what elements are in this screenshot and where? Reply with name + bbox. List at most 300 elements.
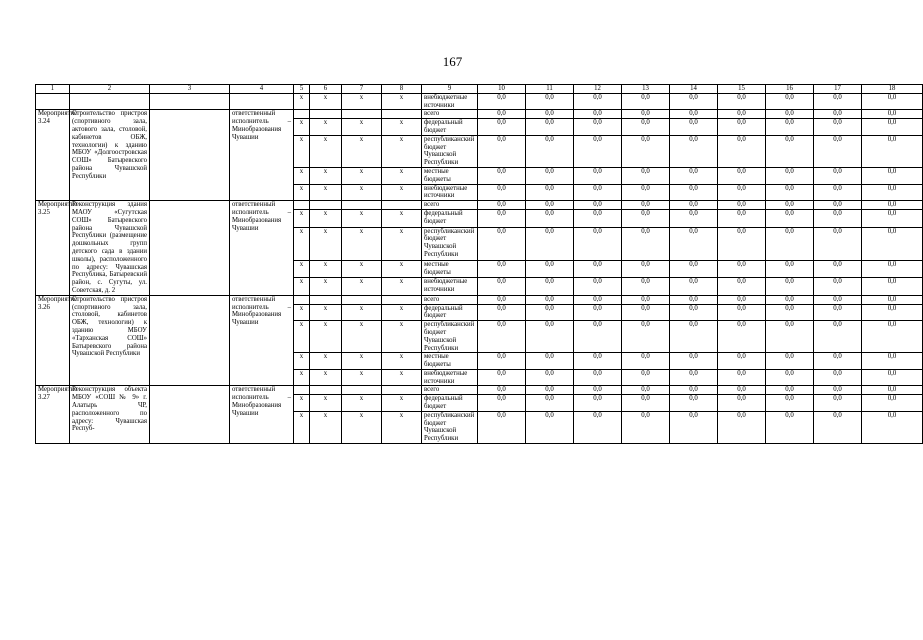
value-cell: 0,0	[526, 411, 574, 443]
value-cell: 0,0	[814, 201, 862, 210]
value-cell: 0,0	[862, 210, 923, 227]
value-cell: 0,0	[718, 278, 766, 295]
mark-cell: x	[310, 227, 342, 261]
value-cell: 0,0	[622, 201, 670, 210]
mark-cell	[342, 201, 382, 210]
value-cell: 0,0	[478, 119, 526, 136]
mark-cell	[294, 201, 310, 210]
value-cell: 0,0	[670, 369, 718, 386]
value-cell: 0,0	[814, 369, 862, 386]
value-cell: 0,0	[574, 304, 622, 321]
value-cell: 0,0	[814, 395, 862, 412]
funding-source: местные бюджеты	[422, 353, 478, 370]
funding-source: местные бюджеты	[422, 167, 478, 184]
value-cell: 0,0	[766, 386, 814, 395]
mark-cell: x	[310, 278, 342, 295]
funding-source: республиканский бюджет Чувашской Республики	[422, 227, 478, 261]
value-cell: 0,0	[478, 184, 526, 201]
value-cell: 0,0	[766, 295, 814, 304]
mark-cell: x	[294, 278, 310, 295]
value-cell: 0,0	[478, 167, 526, 184]
value-cell: 0,0	[622, 321, 670, 353]
mark-cell	[294, 110, 310, 119]
value-cell: 0,0	[766, 167, 814, 184]
mark-cell: x	[294, 167, 310, 184]
value-cell: 0,0	[814, 411, 862, 443]
value-cell: 0,0	[478, 321, 526, 353]
mark-cell: x	[294, 261, 310, 278]
value-cell: 0,0	[814, 386, 862, 395]
value-cell: 0,0	[862, 304, 923, 321]
value-cell: 0,0	[526, 93, 574, 110]
value-cell: 0,0	[574, 369, 622, 386]
mark-cell	[310, 110, 342, 119]
value-cell: 0,0	[526, 395, 574, 412]
mark-cell: x	[310, 395, 342, 412]
mark-cell: x	[342, 304, 382, 321]
value-cell: 0,0	[718, 411, 766, 443]
value-cell: 0,0	[766, 227, 814, 261]
value-cell: 0,0	[814, 135, 862, 167]
mark-cell: x	[382, 369, 422, 386]
funding-source: федеральный бюджет	[422, 395, 478, 412]
value-cell: 0,0	[718, 184, 766, 201]
value-cell: 0,0	[574, 119, 622, 136]
value-cell: 0,0	[670, 110, 718, 119]
value-cell: 0,0	[862, 135, 923, 167]
value-cell: 0,0	[526, 110, 574, 119]
value-cell: 0,0	[526, 167, 574, 184]
table-row	[36, 93, 923, 110]
value-cell: 0,0	[574, 395, 622, 412]
value-cell: 0,0	[574, 321, 622, 353]
value-cell: 0,0	[670, 295, 718, 304]
value-cell: 0,0	[526, 353, 574, 370]
mark-cell: x	[310, 135, 342, 167]
value-cell: 0,0	[670, 167, 718, 184]
table-row	[36, 386, 923, 395]
value-cell: 0,0	[862, 386, 923, 395]
mark-cell: x	[342, 210, 382, 227]
mark-cell: x	[310, 321, 342, 353]
funding-source: всего	[422, 201, 478, 210]
value-cell: 0,0	[862, 110, 923, 119]
mark-cell: x	[382, 210, 422, 227]
measure-code: Мероприятие 3.27	[36, 386, 70, 444]
funding-source: внебюджетные источники	[422, 184, 478, 201]
value-cell: 0,0	[622, 278, 670, 295]
value-cell: 0,0	[766, 395, 814, 412]
value-cell: 0,0	[526, 386, 574, 395]
value-cell: 0,0	[862, 395, 923, 412]
mark-cell: x	[310, 210, 342, 227]
mark-cell: x	[294, 411, 310, 443]
value-cell: 0,0	[718, 110, 766, 119]
mark-cell	[382, 201, 422, 210]
value-cell: 0,0	[862, 278, 923, 295]
funding-source: внебюджетные источники	[422, 369, 478, 386]
measure-code: Мероприятие 3.24	[36, 110, 70, 201]
mark-cell: x	[310, 369, 342, 386]
column-number: 16	[766, 85, 814, 94]
column-number: 15	[718, 85, 766, 94]
mark-cell: x	[342, 321, 382, 353]
measure-name: Реконструкция объекта МБОУ «СОШ № 9» г. Алатырь ЧР, расположенного по адресу: Чувашская Респуб-	[70, 386, 150, 444]
mark-cell: x	[342, 261, 382, 278]
value-cell: 0,0	[478, 278, 526, 295]
value-cell: 0,0	[766, 135, 814, 167]
mark-cell: x	[382, 353, 422, 370]
column-number: 9	[422, 85, 478, 94]
value-cell: 0,0	[478, 353, 526, 370]
value-cell: 0,0	[766, 184, 814, 201]
column-number: 10	[478, 85, 526, 94]
column-number: 3	[150, 85, 230, 94]
value-cell: 0,0	[478, 93, 526, 110]
empty-cell	[150, 110, 230, 201]
value-cell: 0,0	[478, 295, 526, 304]
value-cell: 0,0	[478, 201, 526, 210]
column-number: 5	[294, 85, 310, 94]
mark-cell: x	[294, 119, 310, 136]
value-cell: 0,0	[718, 386, 766, 395]
value-cell: 0,0	[814, 278, 862, 295]
mark-cell: x	[382, 227, 422, 261]
value-cell: 0,0	[478, 304, 526, 321]
value-cell: 0,0	[766, 304, 814, 321]
table-row	[36, 295, 923, 304]
mark-cell: x	[310, 261, 342, 278]
mark-cell	[310, 201, 342, 210]
value-cell: 0,0	[718, 321, 766, 353]
mark-cell: x	[310, 184, 342, 201]
mark-cell: x	[342, 135, 382, 167]
mark-cell: x	[310, 119, 342, 136]
value-cell: 0,0	[814, 295, 862, 304]
value-cell: 0,0	[478, 227, 526, 261]
empty-cell	[230, 93, 294, 110]
value-cell: 0,0	[622, 369, 670, 386]
mark-cell	[294, 295, 310, 304]
mark-cell: x	[294, 93, 310, 110]
value-cell: 0,0	[526, 135, 574, 167]
measure-code: Мероприятие 3.25	[36, 201, 70, 296]
value-cell: 0,0	[814, 261, 862, 278]
empty-cell	[150, 201, 230, 296]
value-cell: 0,0	[718, 135, 766, 167]
value-cell: 0,0	[574, 184, 622, 201]
empty-cell	[150, 386, 230, 444]
value-cell: 0,0	[526, 119, 574, 136]
value-cell: 0,0	[862, 353, 923, 370]
value-cell: 0,0	[574, 353, 622, 370]
funding-source: всего	[422, 295, 478, 304]
column-number: 13	[622, 85, 670, 94]
funding-source: всего	[422, 110, 478, 119]
mark-cell: x	[342, 369, 382, 386]
value-cell: 0,0	[862, 119, 923, 136]
value-cell: 0,0	[526, 210, 574, 227]
value-cell: 0,0	[718, 167, 766, 184]
empty-cell	[150, 295, 230, 386]
mark-cell: x	[310, 167, 342, 184]
value-cell: 0,0	[862, 369, 923, 386]
value-cell: 0,0	[622, 135, 670, 167]
value-cell: 0,0	[718, 353, 766, 370]
mark-cell: x	[294, 135, 310, 167]
column-number: 8	[382, 85, 422, 94]
column-number: 2	[70, 85, 150, 94]
value-cell: 0,0	[766, 411, 814, 443]
mark-cell	[310, 295, 342, 304]
value-cell: 0,0	[622, 119, 670, 136]
measure-name: Строительство пристроя (спортивного зала, столовой, кабинетов ОБЖ, технологии) к зданию МБОУ «Тарханская СОШ» Батыревского района Чувашской Республики	[70, 295, 150, 386]
mark-cell: x	[382, 304, 422, 321]
value-cell: 0,0	[622, 227, 670, 261]
value-cell: 0,0	[478, 386, 526, 395]
value-cell: 0,0	[766, 210, 814, 227]
value-cell: 0,0	[718, 395, 766, 412]
mark-cell: x	[294, 304, 310, 321]
value-cell: 0,0	[862, 184, 923, 201]
empty-cell	[36, 93, 70, 110]
empty-cell	[70, 93, 150, 110]
value-cell: 0,0	[574, 110, 622, 119]
value-cell: 0,0	[670, 119, 718, 136]
column-number: 4	[230, 85, 294, 94]
column-number: 18	[862, 85, 923, 94]
value-cell: 0,0	[718, 261, 766, 278]
table-row	[36, 201, 923, 210]
mark-cell	[382, 386, 422, 395]
value-cell: 0,0	[526, 201, 574, 210]
value-cell: 0,0	[478, 135, 526, 167]
empty-cell	[150, 93, 230, 110]
value-cell: 0,0	[670, 411, 718, 443]
mark-cell: x	[342, 395, 382, 412]
value-cell: 0,0	[670, 261, 718, 278]
value-cell: 0,0	[670, 395, 718, 412]
value-cell: 0,0	[526, 278, 574, 295]
value-cell: 0,0	[478, 110, 526, 119]
column-number: 17	[814, 85, 862, 94]
value-cell: 0,0	[574, 261, 622, 278]
value-cell: 0,0	[814, 321, 862, 353]
value-cell: 0,0	[718, 295, 766, 304]
value-cell: 0,0	[766, 261, 814, 278]
value-cell: 0,0	[622, 184, 670, 201]
value-cell: 0,0	[526, 227, 574, 261]
value-cell: 0,0	[814, 227, 862, 261]
value-cell: 0,0	[622, 261, 670, 278]
mark-cell: x	[310, 93, 342, 110]
mark-cell: x	[342, 353, 382, 370]
value-cell: 0,0	[814, 110, 862, 119]
value-cell: 0,0	[574, 227, 622, 261]
mark-cell: x	[342, 119, 382, 136]
value-cell: 0,0	[670, 386, 718, 395]
value-cell: 0,0	[766, 278, 814, 295]
value-cell: 0,0	[670, 135, 718, 167]
value-cell: 0,0	[862, 261, 923, 278]
value-cell: 0,0	[862, 227, 923, 261]
funding-source: республиканский бюджет Чувашской Республики	[422, 321, 478, 353]
value-cell: 0,0	[814, 93, 862, 110]
mark-cell	[382, 295, 422, 304]
measure-executor: ответственный исполнитель – Минобразования Чувашии	[230, 201, 294, 296]
value-cell: 0,0	[670, 184, 718, 201]
mark-cell: x	[382, 261, 422, 278]
value-cell: 0,0	[622, 386, 670, 395]
value-cell: 0,0	[862, 93, 923, 110]
column-number: 7	[342, 85, 382, 94]
mark-cell	[342, 386, 382, 395]
mark-cell: x	[294, 210, 310, 227]
mark-cell: x	[342, 278, 382, 295]
mark-cell: x	[342, 227, 382, 261]
mark-cell: x	[342, 184, 382, 201]
funding-source: внебюджетные источники	[422, 93, 478, 110]
value-cell: 0,0	[622, 295, 670, 304]
funding-source: федеральный бюджет	[422, 119, 478, 136]
column-number: 6	[310, 85, 342, 94]
mark-cell: x	[294, 227, 310, 261]
value-cell: 0,0	[622, 395, 670, 412]
value-cell: 0,0	[574, 210, 622, 227]
value-cell: 0,0	[814, 210, 862, 227]
mark-cell: x	[342, 167, 382, 184]
value-cell: 0,0	[766, 353, 814, 370]
value-cell: 0,0	[478, 411, 526, 443]
mark-cell	[382, 110, 422, 119]
value-cell: 0,0	[670, 304, 718, 321]
value-cell: 0,0	[526, 304, 574, 321]
value-cell: 0,0	[622, 353, 670, 370]
page-number: 167	[442, 54, 463, 69]
funding-source: республиканский бюджет Чувашской Республики	[422, 135, 478, 167]
value-cell: 0,0	[622, 167, 670, 184]
mark-cell: x	[382, 411, 422, 443]
value-cell: 0,0	[718, 369, 766, 386]
value-cell: 0,0	[718, 93, 766, 110]
value-cell: 0,0	[526, 261, 574, 278]
value-cell: 0,0	[862, 167, 923, 184]
table-row	[36, 110, 923, 119]
value-cell: 0,0	[766, 321, 814, 353]
value-cell: 0,0	[574, 411, 622, 443]
value-cell: 0,0	[814, 167, 862, 184]
value-cell: 0,0	[670, 93, 718, 110]
value-cell: 0,0	[766, 110, 814, 119]
value-cell: 0,0	[718, 201, 766, 210]
value-cell: 0,0	[862, 201, 923, 210]
value-cell: 0,0	[670, 201, 718, 210]
value-cell: 0,0	[526, 321, 574, 353]
value-cell: 0,0	[766, 93, 814, 110]
value-cell: 0,0	[718, 227, 766, 261]
mark-cell: x	[382, 135, 422, 167]
mark-cell: x	[382, 278, 422, 295]
value-cell: 0,0	[478, 210, 526, 227]
measure-executor: ответственный исполнитель – Минобразования Чувашии	[230, 110, 294, 201]
mark-cell: x	[342, 411, 382, 443]
value-cell: 0,0	[766, 119, 814, 136]
mark-cell: x	[382, 93, 422, 110]
mark-cell	[294, 386, 310, 395]
mark-cell: x	[294, 353, 310, 370]
value-cell: 0,0	[670, 321, 718, 353]
funding-source: федеральный бюджет	[422, 304, 478, 321]
column-number: 14	[670, 85, 718, 94]
value-cell: 0,0	[574, 201, 622, 210]
measure-name: Реконструкция здания МАОУ «Сугутская СОШ» Батыревского района Чувашской Республики (размещение дошкольных групп детского сада в здании школы), расположенного по адресу: Чувашская Республика, Батыревский район, с. Сугуты, ул. Советская, д. 2	[70, 201, 150, 296]
value-cell: 0,0	[670, 278, 718, 295]
value-cell: 0,0	[478, 369, 526, 386]
value-cell: 0,0	[718, 304, 766, 321]
mark-cell: x	[342, 93, 382, 110]
measure-name: Строительство пристроя (спортивного зала, актового зала, столовой, кабинетов ОБЖ, технологии) к зданию МБОУ «Долгоостровская СОШ» Батыревского района Чувашской Республики	[70, 110, 150, 201]
value-cell: 0,0	[814, 304, 862, 321]
header-row	[36, 85, 923, 94]
value-cell: 0,0	[622, 411, 670, 443]
value-cell: 0,0	[622, 110, 670, 119]
program-table	[35, 84, 923, 444]
mark-cell: x	[310, 411, 342, 443]
value-cell: 0,0	[862, 321, 923, 353]
mark-cell: x	[294, 395, 310, 412]
column-number: 11	[526, 85, 574, 94]
value-cell: 0,0	[670, 227, 718, 261]
value-cell: 0,0	[622, 210, 670, 227]
measure-executor: ответственный исполнитель – Минобразования Чувашии	[230, 295, 294, 386]
value-cell: 0,0	[574, 135, 622, 167]
value-cell: 0,0	[766, 201, 814, 210]
value-cell: 0,0	[622, 93, 670, 110]
value-cell: 0,0	[718, 119, 766, 136]
value-cell: 0,0	[862, 295, 923, 304]
measure-code: Мероприятие 3.26	[36, 295, 70, 386]
value-cell: 0,0	[526, 369, 574, 386]
mark-cell	[342, 295, 382, 304]
value-cell: 0,0	[622, 304, 670, 321]
value-cell: 0,0	[862, 411, 923, 443]
mark-cell: x	[294, 369, 310, 386]
mark-cell: x	[310, 353, 342, 370]
value-cell: 0,0	[574, 93, 622, 110]
mark-cell: x	[382, 395, 422, 412]
value-cell: 0,0	[814, 184, 862, 201]
value-cell: 0,0	[574, 295, 622, 304]
value-cell: 0,0	[478, 395, 526, 412]
mark-cell: x	[382, 321, 422, 353]
mark-cell: x	[382, 119, 422, 136]
value-cell: 0,0	[814, 119, 862, 136]
funding-source: местные бюджеты	[422, 261, 478, 278]
mark-cell	[342, 110, 382, 119]
mark-cell: x	[382, 167, 422, 184]
column-number: 1	[36, 85, 70, 94]
value-cell: 0,0	[814, 353, 862, 370]
column-number: 12	[574, 85, 622, 94]
value-cell: 0,0	[478, 261, 526, 278]
value-cell: 0,0	[574, 167, 622, 184]
mark-cell: x	[294, 321, 310, 353]
mark-cell: x	[294, 184, 310, 201]
value-cell: 0,0	[574, 278, 622, 295]
funding-source: всего	[422, 386, 478, 395]
mark-cell: x	[310, 304, 342, 321]
mark-cell	[310, 386, 342, 395]
